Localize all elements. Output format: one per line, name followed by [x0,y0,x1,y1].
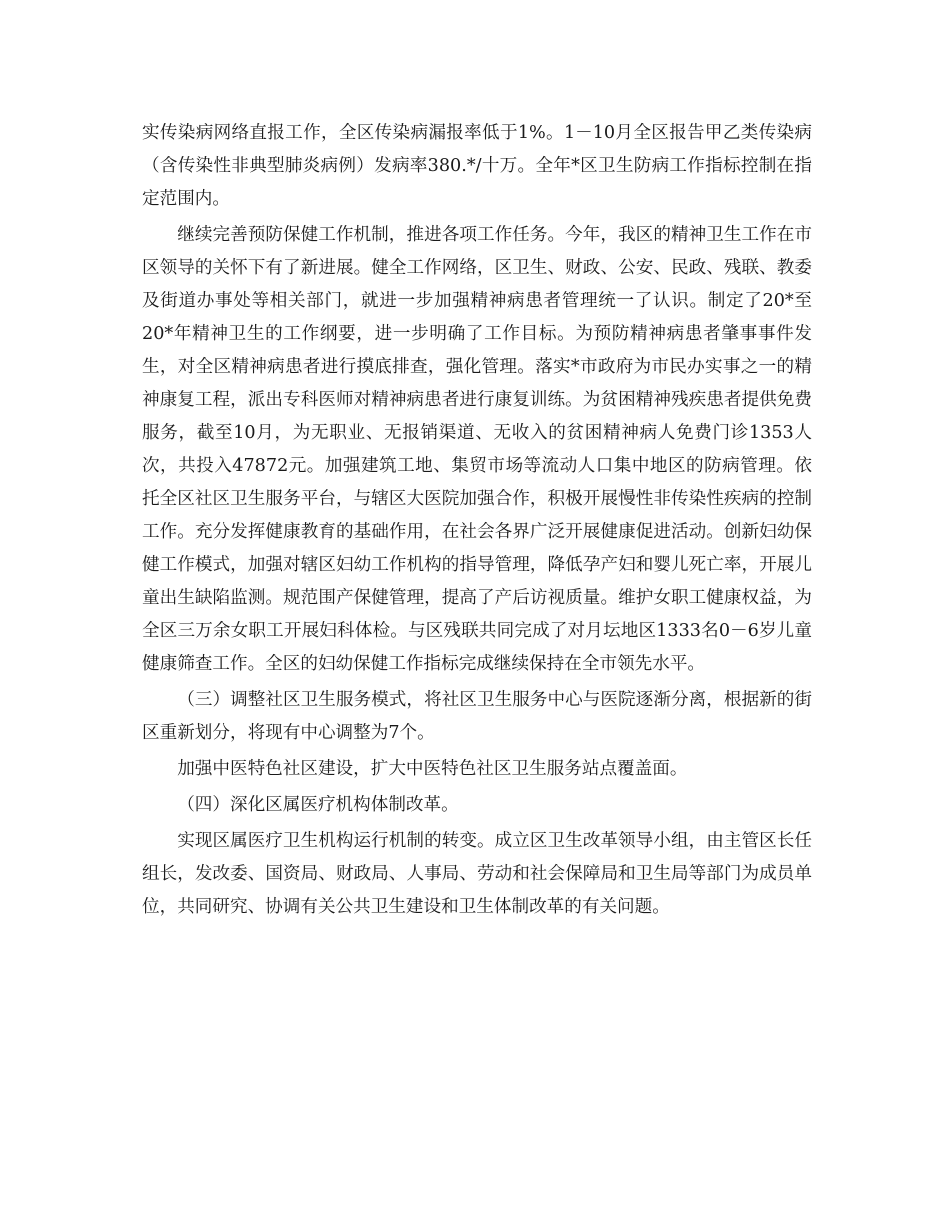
document-body [142,117,812,927]
paragraph-preventive-health: 继续完善预防保健工作机制，推进各项工作任务。今年，我区的精神卫生工作在市区领导的关怀下有了新进展。健全工作网络，区卫生、财政、公安、民政、残联、教委及街道办事处等相关部门，就进一步加强精神病患者管理统一了认识。制定了20*至20*年精神卫生的工作纲要，进一步明确了工作目标。为预防精神病患者肇事事件发生，对全区精神病患者进行摸底排查，强化管理。落实*市政府为市民办实事之一的精神康复工程，派出专科医师对精神病患者进行康复训练。为贫困精神残疾患者提供免费服务，截至10月，为无职业、无报销渠道、无收入的贫困精神病人免费门诊1353人次，共投入47872元。加强建筑工地、集贸市场等流动人口集中地区的防病管理。依托全区社区卫生服务平台，与辖区大医院加强合作，积极开展慢性非传染性疾病的控制工作。充分发挥健康教育的基础作用，在社会各界广泛开展健康促进活动。创新妇幼保健工作模式，加强对辖区妇幼工作机构的指导管理，降低孕产妇和婴儿死亡率，开展儿童出生缺陷监测。规范围产保健管理，提高了产后访视质量。维护女职工健康权益，为全区三万余女职工开展妇科体检。与区残联共同完成了对月坛地区1333名0－6岁儿童健康筛查工作。全区的妇幼保健工作指标完成继续保持在全市领先水平。 [142,225,812,674]
paragraph-section-four: （四）深化区属医疗机构体制改革。 [177,795,459,815]
paragraph-mechanism-reform: 实现区属医疗卫生机构运行机制的转变。成立区卫生改革领导小组，由主管区长任组长，发改委、国资局、财政局、人事局、劳动和社会保障局和卫生局等部门为成员单位，共同研究、协调有关公共卫生建设和卫生体制改革的有关问题。 [142,831,812,917]
paragraph-epidemic-reporting: 实传染病网络直报工作，全区传染病漏报率低于1%。1－10月全区报告甲乙类传染病（含传染性非典型肺炎病例）发病率380.*/十万。全年*区卫生防病工作指标控制在指定范围内。 [142,123,812,209]
paragraph-section-three: （三）调整社区卫生服务模式，将社区卫生服务中心与医院逐渐分离，根据新的街区重新划分，将现有中心调整为7个。 [142,690,812,743]
paragraph-tcm-community: 加强中医特色社区建设，扩大中医特色社区卫生服务站点覆盖面。 [177,759,688,779]
